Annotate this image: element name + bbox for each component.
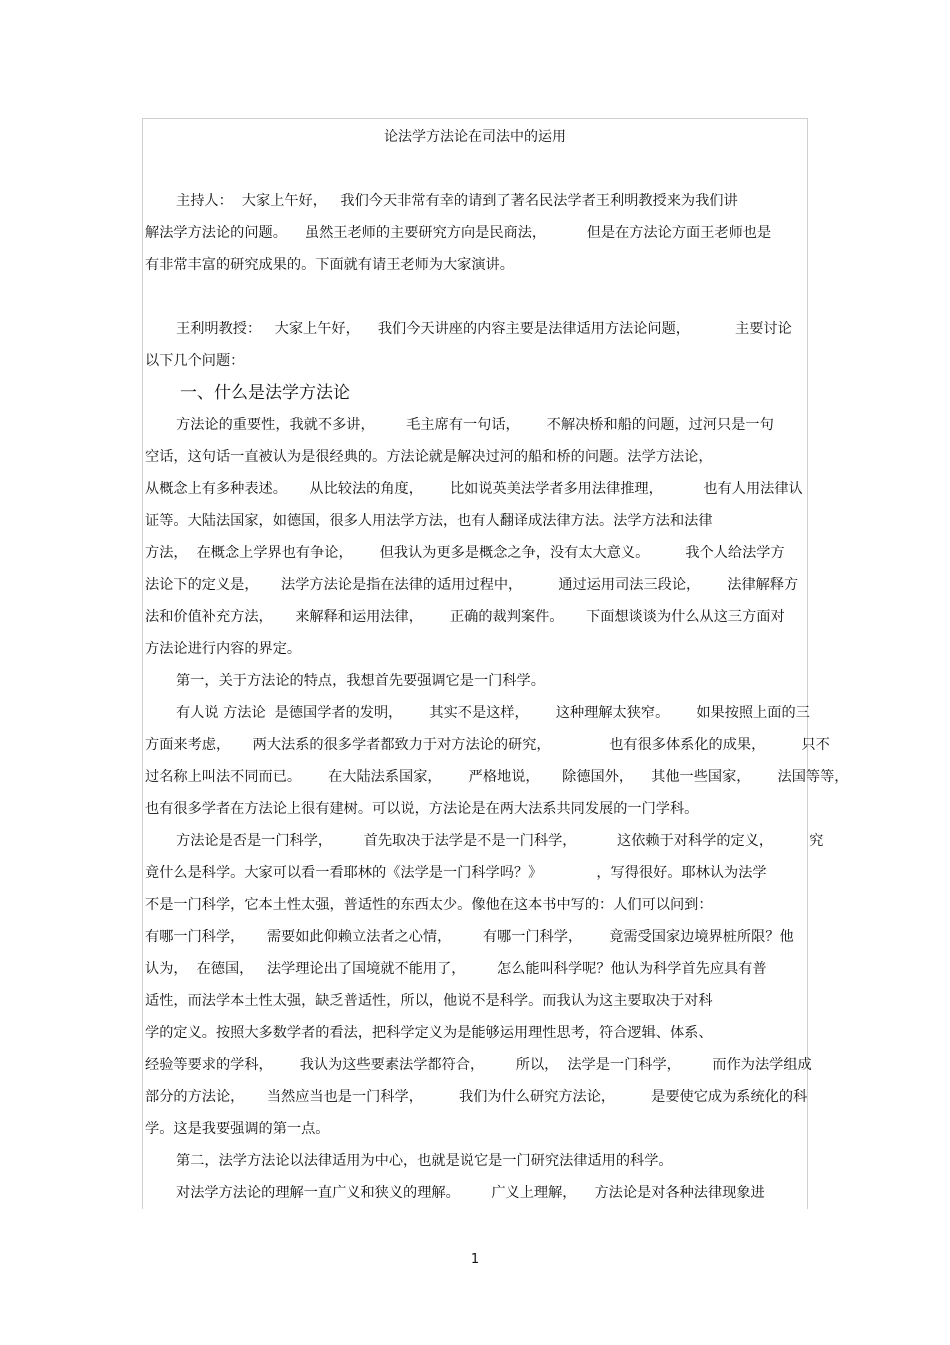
text-line: 过名称上叫法不同而已。 在大陆法系国家， 严格地说， 除德国外， 其他一些国家， 法国等等，	[145, 769, 849, 785]
page-border	[142, 118, 808, 1209]
text-line: 不是一门科学，它本土性太强，普适性的东西太少。像他在这本书中写的：人们可以问到：	[145, 897, 713, 913]
text-line: 从概念上有多种表述。 从比较法的角度， 比如说英美法学者多用法律推理， 也有人用法律认	[145, 481, 803, 497]
text-line: 方法， 在概念上学界也有争论， 但我认为更多是概念之争，没有太大意义。 我个人给法学方	[145, 545, 785, 561]
text-line: 学。这是我要强调的第一点。	[145, 1121, 330, 1137]
section-heading: 一、什么是法学方法论	[180, 383, 350, 403]
text-line: 主持人： 大家上午好， 我们今天非常有幸的请到了著名民法学者王利明教授来为我们讲	[176, 193, 738, 209]
text-line: 第二，法学方法论以法律适用为中心，也就是说它是一门研究法律适用的科学。	[176, 1153, 673, 1169]
text-line: 经验等要求的学科， 我认为这些要素法学都符合， 所以， 法学是一门科学， 而作为法学组成	[145, 1057, 812, 1073]
text-line: 解法学方法论的问题。 虽然王老师的主要研究方向是民商法， 但是在方法论方面王老师也是	[145, 225, 772, 241]
text-line: 适性，而法学本土性太强，缺乏普适性，所以，他说不是科学。而我认为这主要取决于对科	[145, 993, 713, 1009]
text-line: 有哪一门科学， 需要如此仰赖立法者之心情， 有哪一门科学， 竟需受国家边境界桩所限？他	[145, 929, 794, 945]
text-line: 方面来考虑， 两大法系的很多学者都致力于对方法论的研究， 也有很多体系化的成果， 只不	[145, 737, 830, 753]
text-line: 对法学方法论的理解一直广义和狭义的理解。 广义上理解， 方法论是对各种法律现象进	[176, 1185, 765, 1201]
text-line: 法和价值补充方法， 来解释和运用法律， 正确的裁判案件。 下面想谈谈为什么从这三方面对	[145, 609, 785, 625]
text-line: 法论下的定义是， 法学方法论是指在法律的适用过程中， 通过运用司法三段论， 法律解释方	[145, 577, 799, 593]
text-line: 空话，这句话一直被认为是很经典的。方法论就是解决过河的船和桥的问题。法学方法论，	[145, 449, 713, 465]
text-line: 方法论进行内容的界定。	[145, 641, 302, 657]
text-line: 有非常丰富的研究成果的。下面就有请王老师为大家演讲。	[145, 257, 514, 273]
text-line: 认为， 在德国， 法学理论出了国境就不能用了， 怎么能叫科学呢？他认为科学首先应具有普	[145, 961, 767, 977]
text-line: 方法论是否是一门科学， 首先取决于法学是不是一门科学， 这依赖于对科学的定义， 究	[176, 833, 824, 849]
text-line: 也有很多学者在方法论上很有建树。可以说，方法论是在两大法系共同发展的一门学科。	[145, 801, 699, 817]
text-line: 证等。大陆法国家，如德国，很多人用法学方法，也有人翻译成法律方法。法学方法和法律	[145, 513, 713, 529]
text-line: 方法论的重要性，我就不多讲， 毛主席有一句话， 不解决桥和船的问题，过河只是一句	[176, 417, 774, 433]
text-line: 学的定义。按照大多数学者的看法，把科学定义为是能够运用理性思考，符合逻辑、体系、	[145, 1025, 713, 1041]
text-line: 以下几个问题：	[145, 353, 245, 369]
text-line: 部分的方法论， 当然应当也是一门科学， 我们为什么研究方法论， 是要使它成为系统化的科	[145, 1089, 808, 1105]
document-title: 论法学方法论在司法中的运用	[384, 129, 566, 145]
text-line: 竟什么是科学。大家可以看一看耶林的《法学是一门科学吗？》 ，写得很好。耶林认为法学	[145, 865, 767, 881]
text-line: 有人说 方法论 是德国学者的发明， 其实不是这样， 这种理解太狭窄。 如果按照上面的三	[176, 705, 810, 721]
text-line: 王利明教授： 大家上午好， 我们今天讲座的内容主要是法律适用方法论问题， 主要讨论	[176, 321, 792, 337]
page-number: 1	[470, 1252, 480, 1267]
text-line: 第一，关于方法论的特点，我想首先要强调它是一门科学。	[176, 673, 545, 689]
